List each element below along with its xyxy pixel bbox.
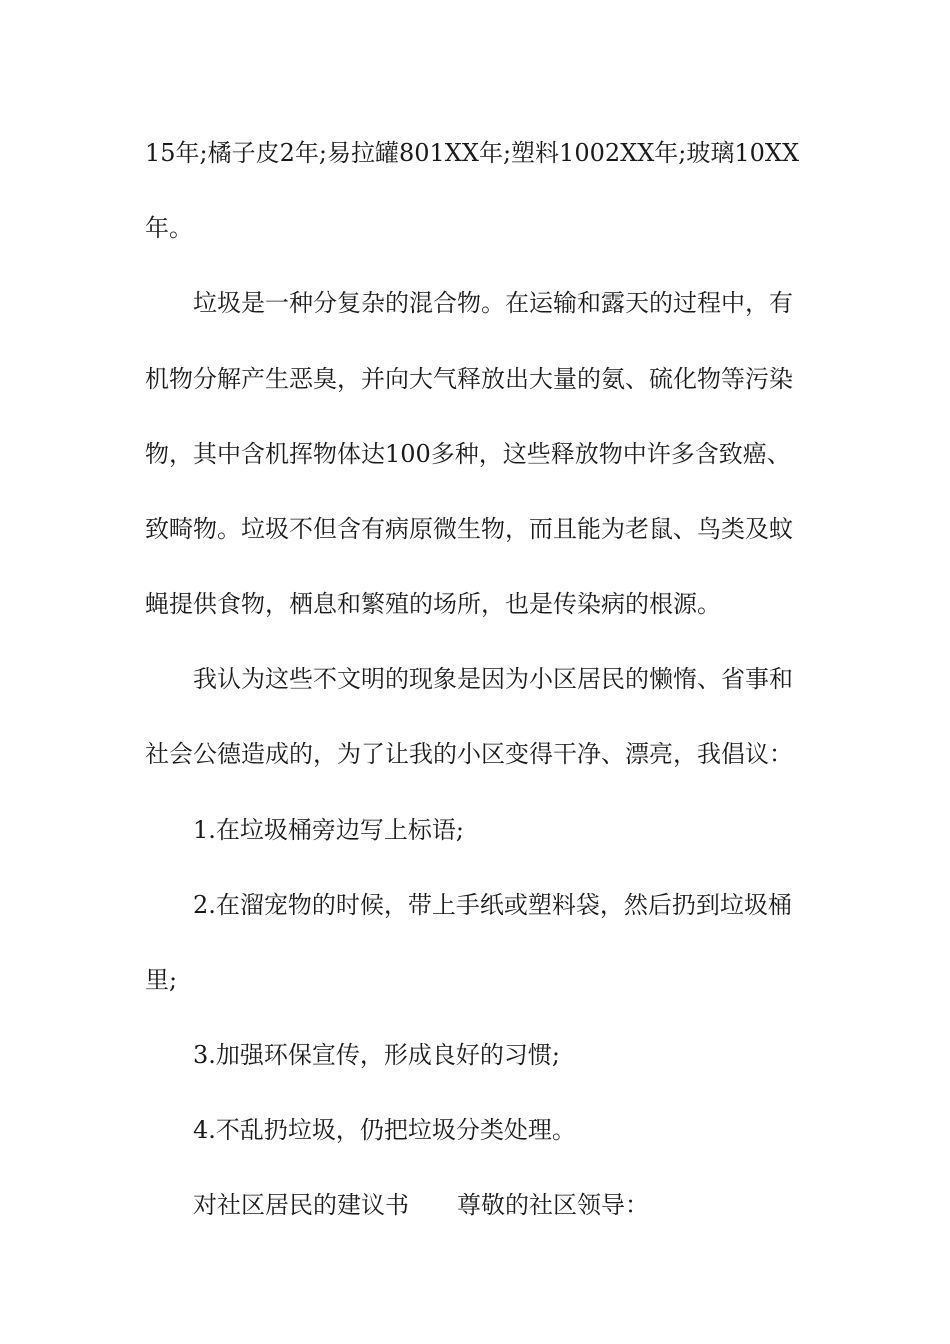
paragraph-proposal-line-1: 我认为这些不文明的现象是因为小区居民的懒惰、省事和 xyxy=(193,665,793,693)
paragraph-garbage-line-2: 机物分解产生恶臭，并向大气释放出大量的氨、硫化物等污染 xyxy=(145,365,793,393)
list-item-3: 3.加强环保宣传，形成良好的习惯; xyxy=(193,1041,560,1069)
closing-title: 对社区居民的建议书 xyxy=(193,1191,409,1219)
closing-line xyxy=(193,1190,649,1220)
paragraph-garbage-line-3: 物，其中含机挥物体达100多种，这些释放物中许多含致癌、 xyxy=(145,440,791,468)
text-line-2: 年。 xyxy=(145,214,193,242)
list-item-4: 4.不乱扔垃圾，仍把垃圾分类处理。 xyxy=(193,1116,576,1144)
paragraph-garbage-line-1: 垃圾是一种分复杂的混合物。在运输和露天的过程中，有 xyxy=(193,289,793,317)
closing-salutation: 尊敬的社区领导： xyxy=(457,1191,649,1219)
list-item-2-line-1: 2.在溜宠物的时候，带上手纸或塑料袋，然后扔到垃圾桶 xyxy=(193,891,792,919)
paragraph-garbage-line-4: 致畸物。垃圾不但含有病原微生物，而且能为老鼠、鸟类及蚊 xyxy=(145,515,793,543)
text-line-1: 15年;橘子皮2年;易拉罐801XX年;塑料1002XX年;玻璃10XX xyxy=(145,139,800,167)
list-item-1: 1.在垃圾桶旁边写上标语; xyxy=(193,816,464,844)
list-item-2-line-2: 里; xyxy=(145,966,178,994)
paragraph-garbage-line-5: 蝇提供食物，栖息和繁殖的场所，也是传染病的根源。 xyxy=(145,590,721,618)
paragraph-proposal-line-2: 社会公德造成的，为了让我的小区变得干净、漂亮，我倡议： xyxy=(145,740,793,768)
